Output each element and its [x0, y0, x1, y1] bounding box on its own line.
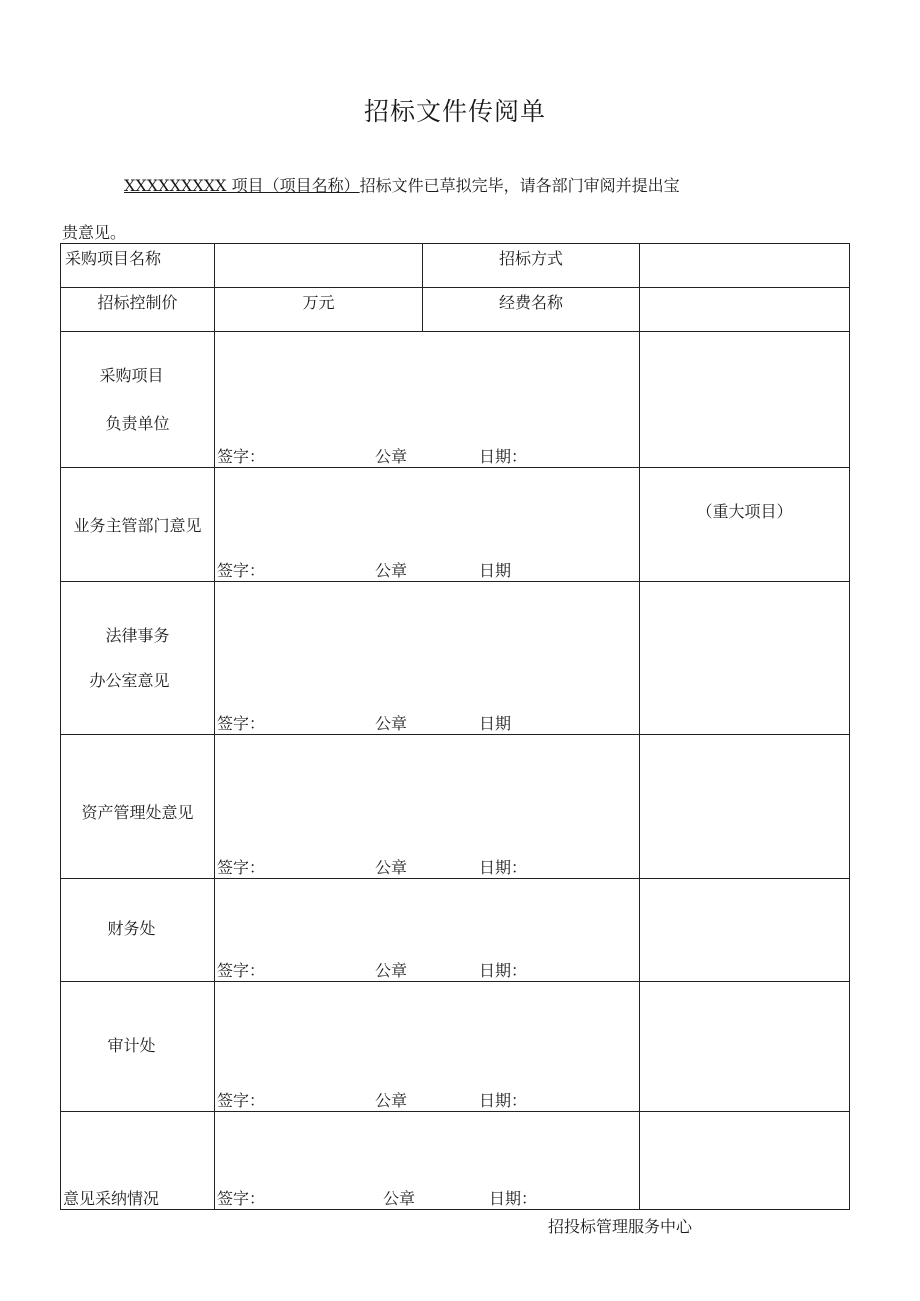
signature-row — [217, 557, 637, 581]
seal-label: 公章 — [375, 1091, 408, 1110]
intro-tail: 贵意见。 — [62, 223, 127, 242]
fund-name-label: 经费名称 — [498, 293, 563, 312]
procurement-name-label-cell — [61, 244, 215, 288]
section-label-line2: 负责单位 — [105, 414, 170, 433]
seal-label: 公章 — [375, 447, 408, 466]
control-price-field[interactable] — [215, 288, 423, 332]
header-row-1 — [61, 244, 850, 288]
note-cell — [640, 879, 850, 982]
opinion-field[interactable] — [215, 582, 640, 735]
opinion-field[interactable] — [215, 332, 640, 468]
signature-row — [217, 957, 637, 981]
opinion-field[interactable] — [215, 1112, 640, 1210]
control-price-label: 招标控制价 — [97, 293, 178, 312]
section-row — [61, 879, 850, 982]
note-cell — [640, 582, 850, 735]
document-title: 招标文件传阅单 — [363, 97, 546, 126]
date-label: 日期： — [479, 447, 528, 466]
note-cell — [640, 332, 850, 468]
section-label-line1: 法律事务 — [105, 626, 170, 645]
opinion-field[interactable] — [215, 735, 640, 879]
signature-row — [217, 854, 637, 878]
signature-label: 签字： — [217, 961, 266, 980]
date-label: 日期： — [479, 1091, 528, 1110]
section-label-cell — [61, 582, 215, 735]
major-project-note: （重大项目） — [696, 502, 793, 521]
intro-text: 招标文件已草拟完毕，请各部门审阅并提出宝 — [359, 176, 680, 195]
date-label: 日期 — [479, 561, 512, 580]
project-name-placeholder[interactable]: XXXXXXXXX 项目（项目名称） — [124, 176, 360, 195]
procurement-name-field[interactable] — [215, 244, 423, 288]
section-label-cell — [61, 735, 215, 879]
section-row — [61, 982, 850, 1112]
signature-row — [217, 710, 637, 734]
section-row — [61, 332, 850, 468]
date-label: 日期 — [479, 714, 512, 733]
header-row-2 — [61, 288, 850, 332]
signature-label: 签字： — [217, 714, 266, 733]
note-cell — [640, 982, 850, 1112]
opinion-field[interactable] — [215, 879, 640, 982]
seal-label: 公章 — [383, 1189, 416, 1208]
section-row — [61, 1112, 850, 1210]
circulation-form-table — [60, 243, 850, 1210]
section-row — [61, 468, 850, 582]
signature-label: 签字： — [217, 447, 266, 466]
bid-method-label-cell — [423, 244, 640, 288]
signature-row — [217, 1087, 637, 1111]
intro-paragraph — [124, 173, 680, 196]
date-label: 日期： — [479, 961, 528, 980]
seal-label: 公章 — [375, 561, 408, 580]
section-label-line1: 业务主管部门意见 — [73, 516, 202, 535]
section-label-cell — [61, 1112, 215, 1210]
fund-name-label-cell — [423, 288, 640, 332]
note-cell — [640, 1112, 850, 1210]
section-label-cell — [61, 982, 215, 1112]
opinion-field[interactable] — [215, 468, 640, 582]
signature-label: 签字： — [217, 858, 266, 877]
signature-row — [217, 443, 637, 467]
section-row — [61, 582, 850, 735]
issuing-office: 招投标管理服务中心 — [548, 1217, 693, 1236]
seal-label: 公章 — [375, 714, 408, 733]
date-label: 日期： — [479, 858, 528, 877]
control-price-label-cell — [61, 288, 215, 332]
signature-label: 签字： — [217, 1091, 266, 1110]
section-label-line1: 资产管理处意见 — [81, 803, 194, 822]
note-cell — [640, 468, 850, 582]
section-label-line1: 采购项目 — [99, 366, 164, 385]
section-label-cell — [61, 468, 215, 582]
section-label-line1: 意见采纳情况 — [63, 1189, 160, 1208]
signature-label: 签字： — [217, 1189, 266, 1208]
seal-label: 公章 — [375, 961, 408, 980]
section-label-cell — [61, 332, 215, 468]
section-label-cell — [61, 879, 215, 982]
bid-method-field[interactable] — [640, 244, 850, 288]
note-cell — [640, 735, 850, 879]
opinion-field[interactable] — [215, 982, 640, 1112]
fund-name-field[interactable] — [640, 288, 850, 332]
section-row — [61, 735, 850, 879]
bid-method-label: 招标方式 — [498, 249, 563, 268]
section-label-line2: 办公室意见 — [89, 671, 170, 690]
section-label-line1: 审计处 — [107, 1036, 156, 1055]
seal-label: 公章 — [375, 858, 408, 877]
section-label-line1: 财务处 — [107, 919, 156, 938]
procurement-name-label: 采购项目名称 — [65, 249, 162, 268]
signature-row — [217, 1185, 637, 1209]
signature-label: 签字： — [217, 561, 266, 580]
control-price-unit: 万元 — [302, 293, 335, 312]
date-label: 日期： — [489, 1189, 538, 1208]
